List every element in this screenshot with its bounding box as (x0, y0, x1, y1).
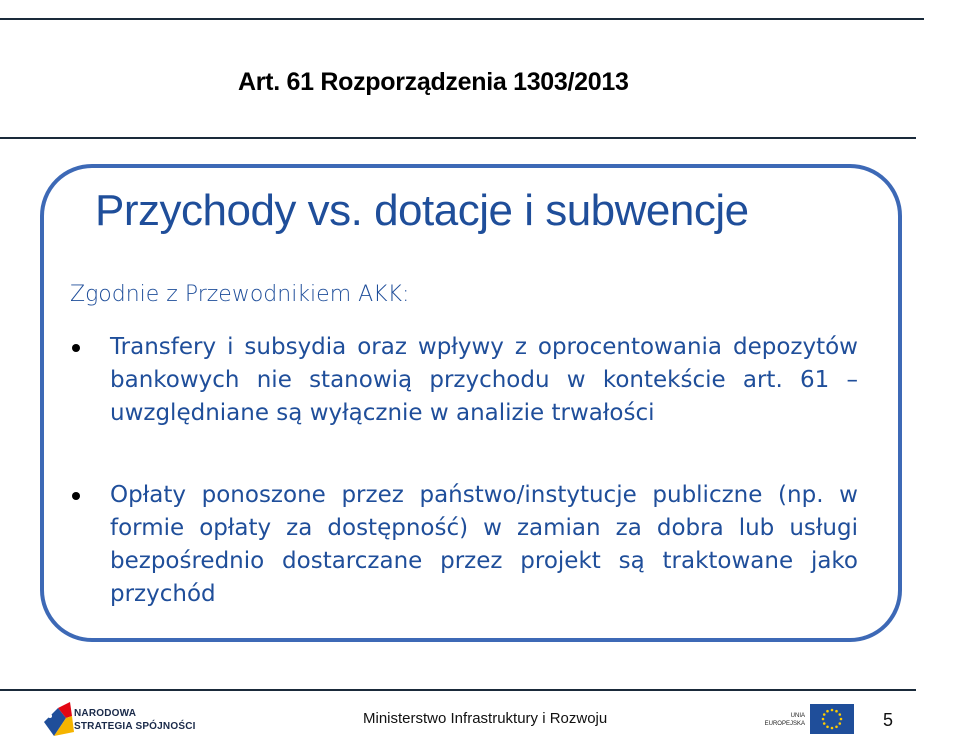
eu-text-line1: UNIA (790, 713, 805, 719)
logo-text-line2: STRATEGIA SPÓJNOŚCI (74, 721, 196, 732)
eu-flag-icon (810, 704, 854, 734)
bullet-icon (72, 492, 80, 500)
bullet-text: Opłaty ponoszone przez państwo/instytucje publiczne (np. w formie opłaty za dostępność) w zamian za dobra lub usługi bezpośrednio dostarczane przez projekt są traktowane jako przychód (110, 482, 858, 607)
header-divider (0, 137, 916, 139)
intro-text: Zgodnie z Przewodnikiem AKK: (70, 282, 410, 307)
eu-text (763, 712, 805, 728)
card-title: Przychody vs. dotacje i subwencje (95, 186, 749, 235)
narodowa-strategia-logo (44, 700, 204, 740)
top-divider (0, 18, 924, 20)
bullet-icon (72, 344, 80, 352)
ministry-name: Ministerstwo Infrastruktury i Rozwoju (363, 710, 608, 727)
page-title: Art. 61 Rozporządzenia 1303/2013 (238, 68, 629, 96)
page-number: 5 (883, 710, 894, 730)
logo-text-line1: NARODOWA (74, 708, 137, 719)
eu-text-line2: EUROPEJSKA (764, 721, 805, 727)
bullet-text: Transfery i subsydia oraz wpływy z oprocentowania depozytów bankowych nie stanowią przychodu w kontekście art. 61 – uwzględniane są wyłącznie w analizie trwałości (110, 334, 858, 426)
footer-divider (0, 689, 916, 691)
